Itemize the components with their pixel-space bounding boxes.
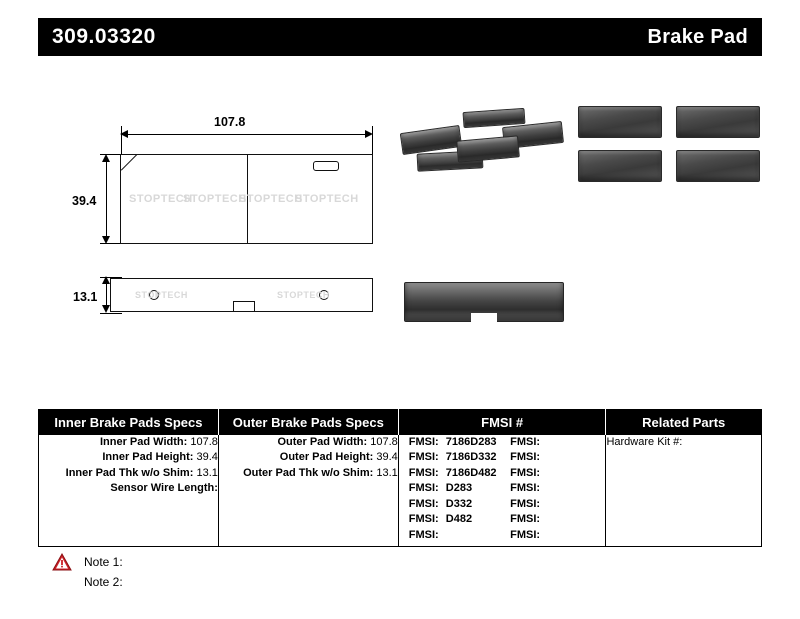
header-related-parts: Related Parts — [606, 410, 762, 435]
fmsi-row — [510, 450, 605, 466]
inner-pad-width-label: Inner Pad Width: — [99, 435, 188, 448]
width-dimension-label: 107.8 — [214, 115, 246, 129]
fmsi-label: FMSI: — [408, 466, 439, 479]
part-number: 309.03320 — [52, 25, 156, 48]
specifications-table — [38, 409, 762, 547]
pad-photo-grid-2 — [676, 106, 760, 138]
note-row-1 — [52, 552, 352, 572]
pad-side-view-drawing — [110, 278, 373, 312]
cell-inner-specs — [39, 435, 219, 547]
pad-photo-side-view — [404, 282, 564, 322]
product-type: Brake Pad — [647, 25, 748, 48]
fmsi-value: D283 — [445, 482, 473, 494]
thickness-arrow-down-icon — [102, 305, 110, 313]
fmsi-row — [409, 481, 504, 497]
header-inner-specs: Inner Brake Pads Specs — [39, 410, 219, 435]
fmsi-row — [409, 466, 504, 482]
pad-photo-notch — [471, 313, 497, 322]
fmsi-label: FMSI: — [510, 528, 541, 541]
inner-spec-row — [39, 450, 218, 466]
fmsi-row — [409, 497, 504, 513]
outer-pad-thickness-label: Outer Pad Thk w/o Shim: — [243, 466, 374, 479]
watermark-text: STOPTECH — [277, 290, 330, 300]
outer-pad-height-label: Outer Pad Height: — [279, 451, 374, 463]
cell-related-parts — [606, 435, 762, 547]
fmsi-label: FMSI: — [510, 513, 541, 525]
fmsi-row — [510, 435, 605, 451]
inner-spec-row — [39, 435, 218, 451]
note-1-label: Note 1: — [84, 555, 123, 569]
header-bar — [38, 18, 762, 56]
inner-spec-row — [39, 466, 218, 482]
pad-photo-angled-5 — [456, 135, 520, 162]
pad-photo-grid-1 — [578, 106, 662, 138]
outer-pad-height-value: 39.4 — [376, 451, 398, 463]
fmsi-label: FMSI: — [408, 482, 439, 494]
fmsi-row — [409, 435, 504, 451]
hardware-kit-label: Hardware Kit #: — [606, 435, 683, 448]
fmsi-row — [510, 466, 605, 482]
table-body-row — [39, 435, 762, 547]
outer-pad-thickness-value: 13.1 — [376, 466, 398, 479]
height-dimension-line — [106, 162, 107, 236]
fmsi-label: FMSI: — [510, 451, 541, 463]
thickness-dimension-line — [106, 284, 107, 306]
fmsi-value: D332 — [445, 497, 473, 510]
fmsi-label: FMSI: — [510, 466, 541, 479]
header-outer-specs: Outer Brake Pads Specs — [218, 410, 398, 435]
fmsi-value: 7186D332 — [445, 451, 497, 463]
fmsi-row — [510, 528, 605, 544]
inner-pad-thickness-label: Inner Pad Thk w/o Shim: — [65, 466, 194, 479]
inner-pad-width-value: 107.8 — [190, 435, 218, 448]
fmsi-label: FMSI: — [408, 435, 439, 448]
height-dimension-label: 39.4 — [72, 194, 97, 208]
pad-slot-notch — [313, 161, 339, 171]
thickness-extension-bottom — [100, 313, 122, 314]
fmsi-value: 7186D283 — [445, 435, 497, 448]
width-dimension-line — [128, 134, 365, 135]
pad-photo-angled-1 — [400, 125, 462, 155]
fmsi-row — [510, 481, 605, 497]
fmsi-label: FMSI: — [408, 528, 439, 541]
fmsi-label: FMSI: — [510, 435, 541, 448]
pad-photo-grid-3 — [578, 150, 662, 182]
outer-spec-row — [219, 466, 398, 482]
sensor-wire-length-label: Sensor Wire Length: — [110, 482, 218, 494]
fmsi-label: FMSI: — [408, 451, 439, 463]
inner-spec-row — [39, 481, 218, 497]
watermark-text: STOPTECH — [129, 193, 193, 205]
fmsi-row — [409, 528, 504, 544]
fmsi-label: FMSI: — [510, 497, 541, 510]
pad-photo-grid-4 — [676, 150, 760, 182]
watermark-text: STOPTECH — [295, 193, 359, 205]
cell-fmsi — [398, 435, 606, 547]
watermark-text: STOPTECH — [183, 193, 247, 205]
note-row-2 — [52, 572, 352, 592]
fmsi-row — [510, 497, 605, 513]
warning-icon — [52, 553, 72, 571]
inner-pad-height-label: Inner Pad Height: — [102, 451, 194, 463]
height-arrow-up-icon — [102, 154, 110, 162]
outer-spec-row — [219, 435, 398, 451]
fmsi-value: 7186D482 — [445, 466, 497, 479]
pad-side-tab — [233, 301, 255, 312]
note-2-label: Note 2: — [84, 575, 123, 589]
fmsi-column-right — [504, 435, 605, 544]
fmsi-label: FMSI: — [408, 497, 439, 510]
fmsi-row — [510, 512, 605, 528]
fmsi-row — [409, 512, 504, 528]
header-fmsi: FMSI # — [398, 410, 606, 435]
cell-outer-specs — [218, 435, 398, 547]
watermark-text: STOPTECH — [135, 290, 188, 300]
outer-pad-width-label: Outer Pad Width: — [277, 435, 368, 448]
technical-drawing-area — [0, 60, 800, 390]
watermark-text: STOPTECH — [239, 193, 303, 205]
thickness-dimension-label: 13.1 — [73, 290, 98, 304]
inner-pad-height-value: 39.4 — [196, 451, 218, 463]
fmsi-label: FMSI: — [408, 513, 439, 525]
outer-pad-width-value: 107.8 — [370, 435, 398, 448]
inner-pad-thickness-value: 13.1 — [196, 466, 218, 479]
fmsi-column-left — [403, 435, 504, 544]
pad-front-view-drawing — [120, 154, 373, 244]
fmsi-row — [409, 450, 504, 466]
notes-section — [52, 552, 352, 592]
table-header-row — [39, 410, 762, 435]
fmsi-value: D482 — [445, 513, 473, 525]
outer-spec-row — [219, 450, 398, 466]
fmsi-label: FMSI: — [510, 482, 541, 494]
